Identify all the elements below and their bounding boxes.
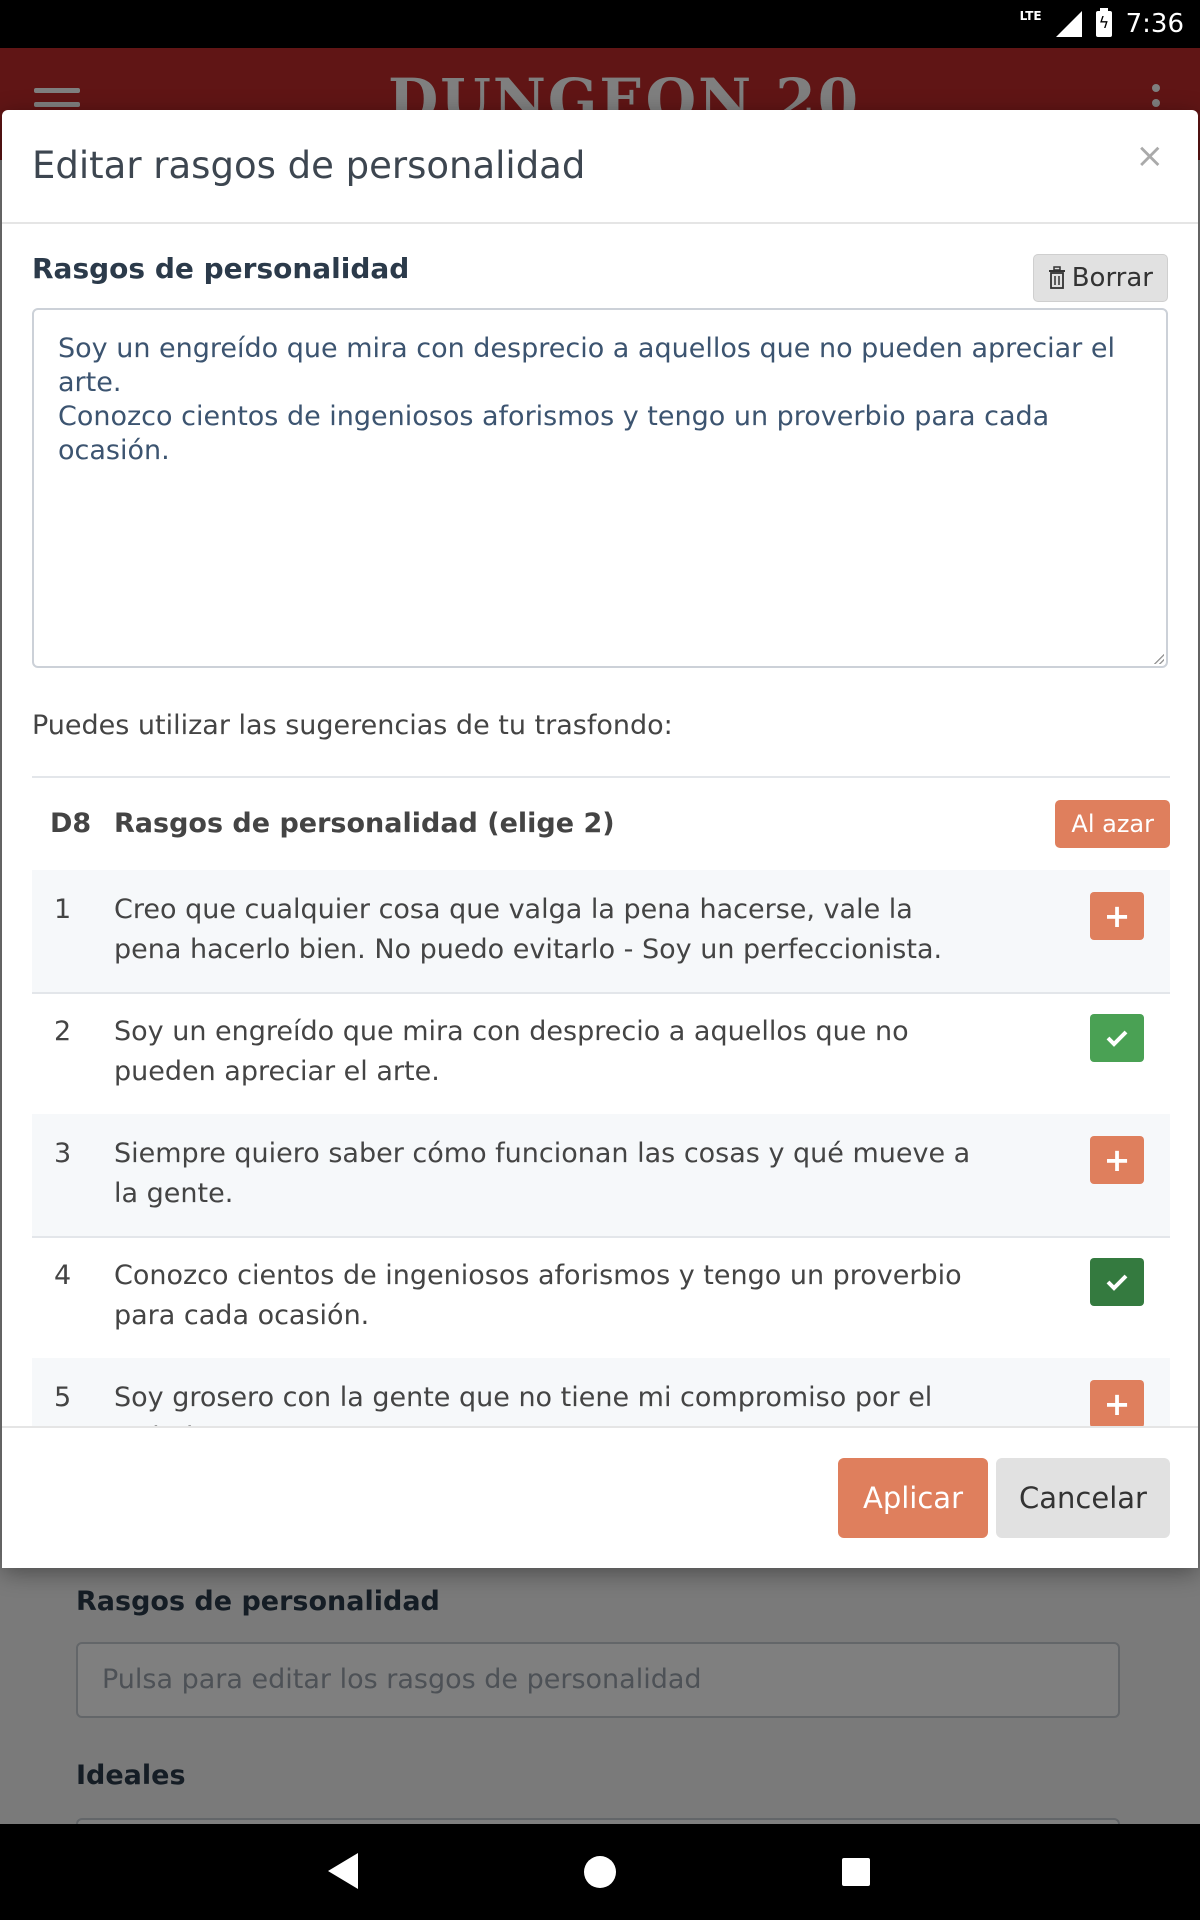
modal-title: Editar rasgos de personalidad	[32, 144, 586, 187]
row-number: 2	[54, 1016, 72, 1047]
table-row	[32, 992, 1170, 1116]
edit-traits-modal	[2, 110, 1198, 1566]
back-icon[interactable]	[328, 1853, 358, 1889]
home-icon[interactable]	[584, 1856, 616, 1888]
add-trait-button[interactable]	[1090, 892, 1144, 940]
selected-trait-button[interactable]	[1090, 1258, 1144, 1306]
table-header	[32, 776, 1170, 875]
table-title: Rasgos de personalidad (elige 2)	[114, 808, 615, 839]
check-icon	[1106, 1273, 1128, 1291]
add-trait-button[interactable]	[1090, 1380, 1144, 1428]
selected-trait-button[interactable]	[1090, 1014, 1144, 1062]
plus-icon: +	[1103, 897, 1131, 935]
navigation-bar	[0, 1824, 1200, 1920]
table-row	[32, 1236, 1170, 1360]
recent-apps-icon[interactable]	[842, 1858, 870, 1886]
section-label: Rasgos de personalidad	[32, 252, 410, 285]
network-type: LTE	[1019, 9, 1042, 23]
suggestions-hint: Puedes utilizar las sugerencias de tu trasfondo:	[32, 710, 673, 741]
clear-button[interactable]	[1033, 254, 1168, 302]
modal-header	[2, 110, 1198, 224]
row-text: Siempre quiero saber cómo funcionan las cosas y qué mueve a la gente.	[114, 1138, 971, 1209]
row-number: 5	[54, 1382, 72, 1413]
cancel-button[interactable]: Cancelar	[996, 1458, 1170, 1538]
modal-footer	[2, 1426, 1198, 1568]
close-icon[interactable]: ×	[1135, 136, 1164, 176]
row-text: Creo que cualquier cosa que valga la pena hacerse, vale la pena hacerlo bien. No puedo evitarlo - Soy un perfeccionista.	[114, 894, 943, 965]
apply-button[interactable]: Aplicar	[838, 1458, 988, 1538]
table-row	[32, 870, 1170, 994]
traits-textarea[interactable]: Soy un engreído que mira con desprecio a aquellos que no pueden apreciar el arte. Conozco cientos de ingeniosos aforismos y tengo un proverbio para cada ocasión.	[32, 308, 1168, 668]
status-bar	[0, 0, 1200, 48]
random-button[interactable]: Al azar	[1055, 800, 1170, 848]
suggestions-table	[32, 776, 1170, 1426]
trash-icon	[1048, 267, 1066, 289]
die-header: D8	[50, 808, 92, 839]
battery-charging-icon: ϟ	[1096, 11, 1112, 37]
clear-button-label: Borrar	[1071, 263, 1153, 293]
table-row	[32, 1114, 1170, 1238]
check-icon	[1106, 1029, 1128, 1047]
row-text: Conozco cientos de ingeniosos aforismos y tengo un proverbio para cada ocasión.	[114, 1260, 962, 1331]
row-number: 1	[54, 894, 72, 925]
clock: 7:36	[1125, 9, 1184, 39]
row-text: Soy grosero con la gente que no tiene mi compromiso por el	[114, 1382, 933, 1413]
plus-icon: +	[1103, 1385, 1131, 1423]
row-number: 3	[54, 1138, 72, 1169]
row-text: Soy un engreído que mira con desprecio a aquellos que no pueden apreciar el arte.	[114, 1016, 909, 1087]
plus-icon: +	[1103, 1141, 1131, 1179]
signal-icon	[1056, 11, 1082, 37]
add-trait-button[interactable]	[1090, 1136, 1144, 1184]
row-number: 4	[54, 1260, 72, 1291]
